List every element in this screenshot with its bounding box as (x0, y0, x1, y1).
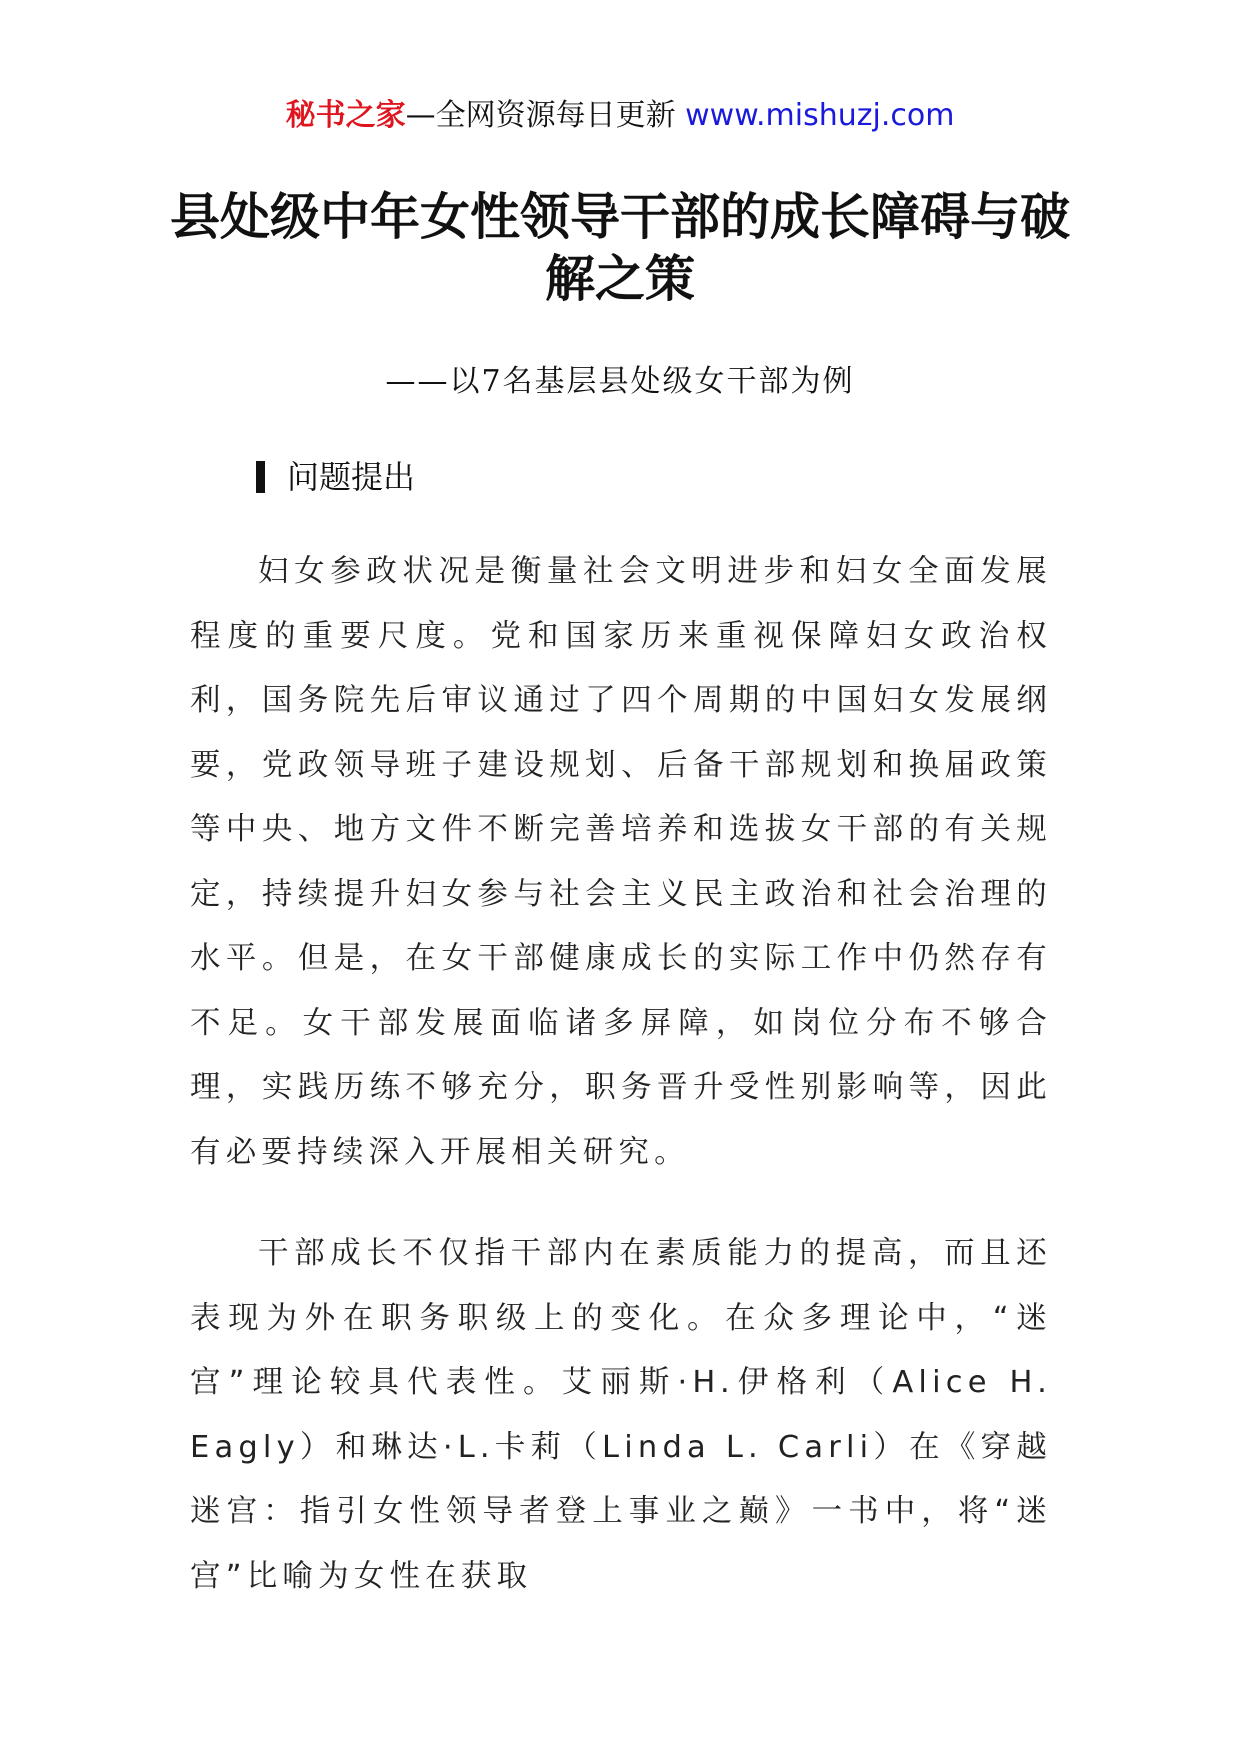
body-paragraph-1 (190, 540, 1052, 1185)
document-title (0, 186, 1240, 310)
banner-slogan: —全网资源每日更新 (405, 98, 686, 133)
title-line-2: 解之策 (545, 250, 695, 308)
body-paragraph-2 (190, 1222, 1052, 1609)
brand-name: 秘书之家 (285, 98, 406, 133)
paragraph-text: 干部成长不仅指干部内在素质能力的提高，而且还表现为外在职务职级上的变化。在众多理论中，“迷宫”理论较具代表性。艾丽斯·H.伊格利（Alice H. Eagly）和琳达·L.卡莉（Linda L. Carli）在《穿越迷宫：指引女性领导者登上事业之巅》一书中，将“迷宫”比喻为女性在获取 (190, 1236, 1052, 1594)
paragraph-text: 妇女参政状况是衡量社会文明进步和妇女全面发展程度的重要尺度。党和国家历来重视保障妇女政治权利，国务院先后审议通过了四个周期的中国妇女发展纲要，党政领导班子建设规划、后备干部规划和换届政策等中央、地方文件不断完善培养和选拔女干部的有关规定，持续提升妇女参与社会主义民主政治和社会治理的水平。但是，在女干部健康成长的实际工作中仍然存有不足。女干部发展面临诸多屏障，如岗位分布不够合理，实践历练不够充分，职务晋升受性别影响等，因此有必要持续深入开展相关研究。 (190, 554, 1052, 1170)
title-line-1: 县处级中年女性领导干部的成长障碍与破 (170, 188, 1070, 246)
site-banner (0, 96, 1240, 136)
section-heading-text: 问题提出 (287, 458, 416, 496)
site-url-link[interactable]: www.mishuzj.com (685, 98, 955, 133)
heading-bar-marker (256, 461, 265, 493)
document-subtitle: ——以7名基层县处级女干部为例 (385, 364, 855, 399)
section-heading (256, 456, 415, 498)
